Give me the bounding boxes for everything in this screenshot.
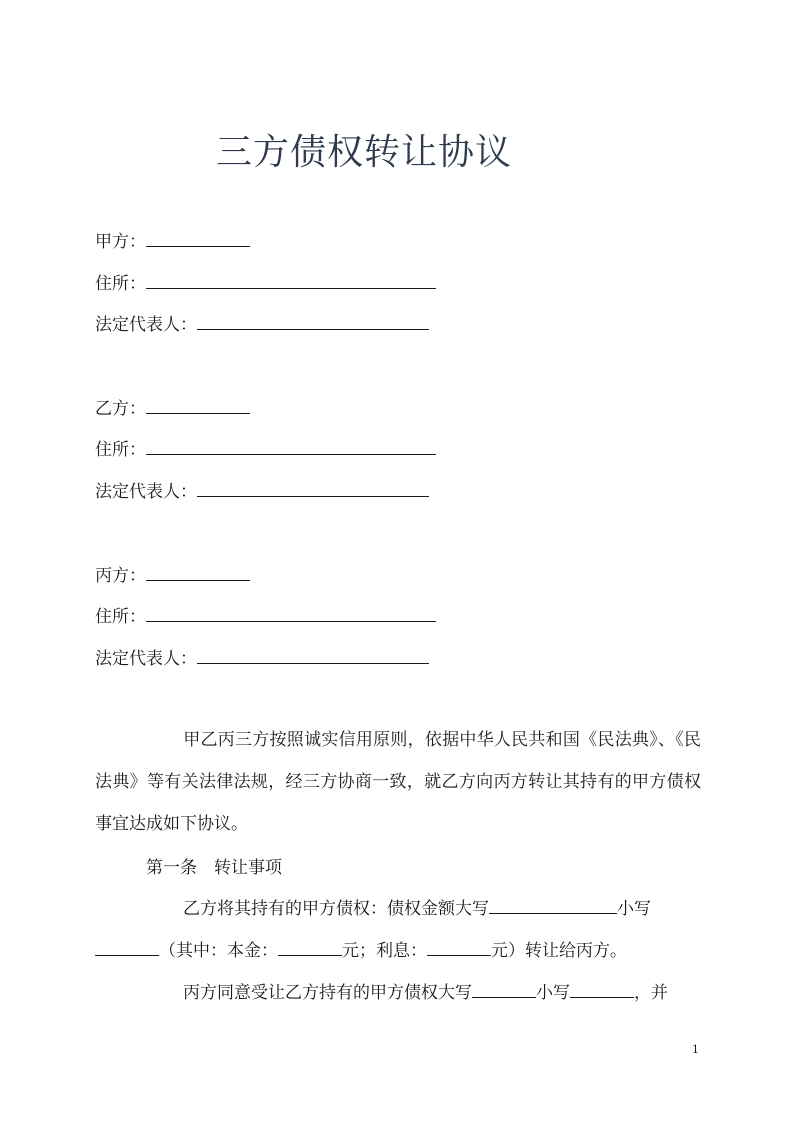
party-a-line [95,230,250,254]
party-c-rep-blank[interactable] [197,647,429,664]
article-1-p1-text-c: （其中：本金： [159,941,278,961]
party-b-address-line [95,438,436,462]
party-b-blank[interactable] [146,397,250,414]
party-c-address-line [95,605,436,629]
preamble-paragraph [95,719,701,845]
party-a-blank[interactable] [146,230,250,247]
party-b-rep-blank[interactable] [197,480,429,497]
party-a-rep-line [95,313,429,337]
party-c-address-label: 住所： [95,607,146,627]
party-b-line [95,397,250,421]
principal-blank[interactable] [278,939,342,956]
party-b-address-label: 住所： [95,440,146,460]
party-a-label: 甲方： [95,232,146,252]
article-1-heading: 第一条 转让事项 [146,858,282,878]
party-c-blank[interactable] [146,564,250,581]
article-1-p1-text-a: 乙方将其持有的甲方债权：债权金额大写 [183,899,489,919]
total-amount-words-blank[interactable] [489,897,617,914]
article-1-p2-text-c: ，并 [634,983,668,1003]
article-1-p2-text-b: 小写 [536,983,570,1003]
party-a-address-label: 住所： [95,274,146,294]
accepted-amount-words-blank[interactable] [472,981,536,998]
article-1-p1-text-e: 元）转让给丙方。 [491,941,627,961]
article-1-paragraph-1 [95,888,701,972]
party-b-rep-line [95,480,429,504]
party-c-rep-line [95,647,429,671]
article-1-p2-text-a: 丙方同意受让乙方持有的甲方债权大写 [183,983,472,1003]
article-1-p1-text-b: 小写 [617,899,651,919]
party-b-address-blank[interactable] [146,438,436,455]
party-a-address-blank[interactable] [146,272,436,289]
party-b-label: 乙方： [95,399,146,419]
party-a-rep-label: 法定代表人： [95,315,197,335]
preamble-text: 甲乙丙三方按照诚实信用原则，依据中华人民共和国《民法典》、《民法典》等有关法律法规，经三方协商一致，就乙方向丙方转让其持有的甲方债权事宜达成如下协议。 [95,730,701,834]
article-1-paragraph-2 [95,972,701,1014]
total-amount-figures-blank[interactable] [95,939,159,956]
party-a-rep-blank[interactable] [197,313,429,330]
accepted-amount-figures-blank[interactable] [570,981,634,998]
party-a-address-line [95,272,436,296]
article-1-p1-text-d: 元；利息： [342,941,427,961]
party-c-address-blank[interactable] [146,605,436,622]
page-number: 1 [692,1043,699,1056]
party-b-rep-label: 法定代表人： [95,482,197,502]
party-c-label: 丙方： [95,566,146,586]
party-c-rep-label: 法定代表人： [95,649,197,669]
interest-blank[interactable] [427,939,491,956]
party-c-line [95,564,250,588]
document-title: 三方债权转让协议 [216,132,513,173]
